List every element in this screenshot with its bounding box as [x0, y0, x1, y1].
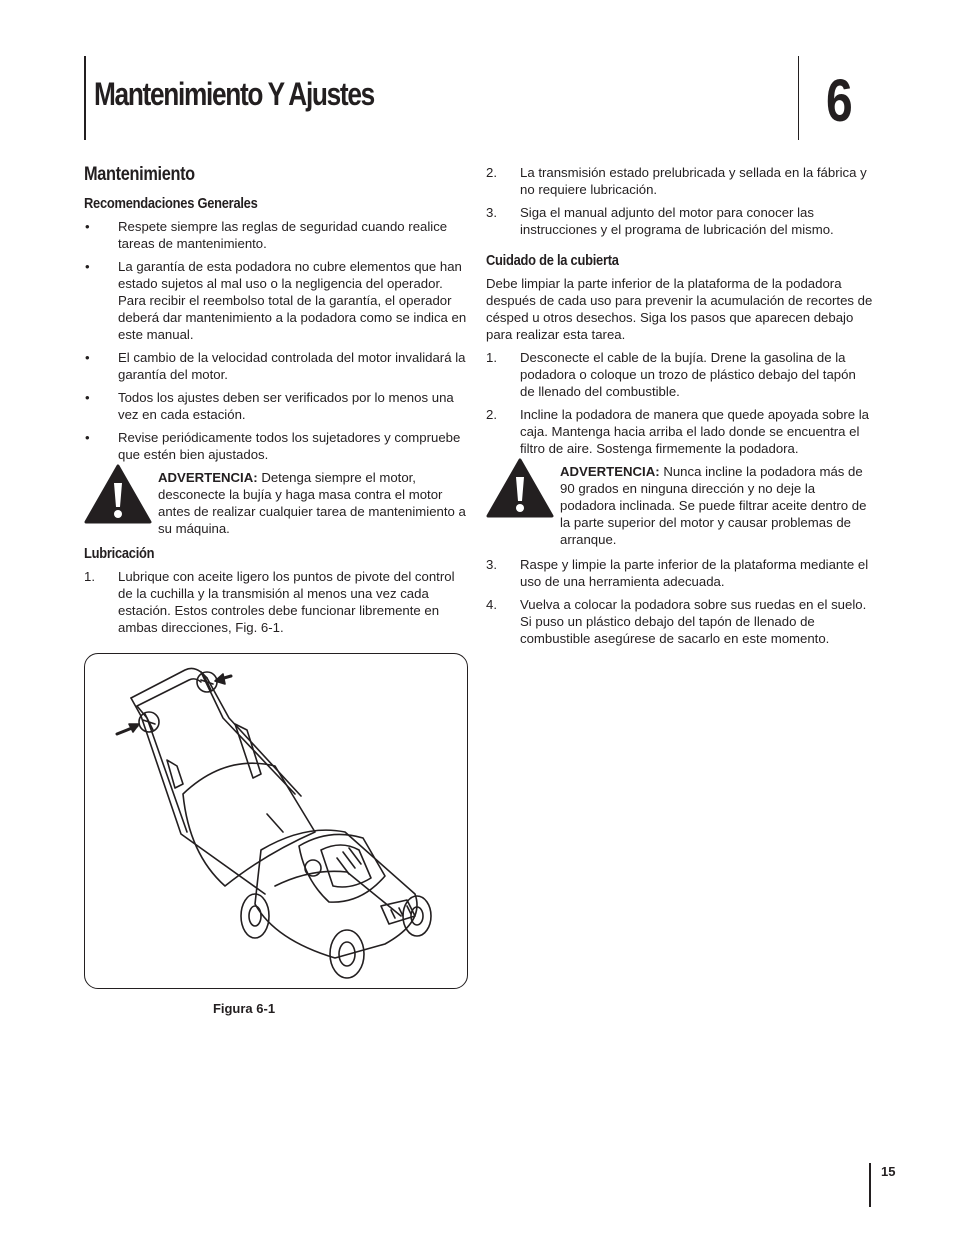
page-title: Mantenimiento Y Ajustes: [94, 76, 374, 112]
list-item: • Todos los ajustes deben ser verificados por lo menos una vez en cada estación.: [85, 390, 454, 422]
deck-care-list-a: [486, 349, 874, 457]
deck-care-list-b: [486, 556, 874, 647]
footer-rule: [869, 1163, 871, 1207]
list-item: 3. Siga el manual adjunto del motor para conocer las instrucciones y el programa de lubricación del mismo.: [486, 205, 834, 237]
section-title: Mantenimiento: [84, 164, 195, 185]
lawn-mower-illustration: [85, 654, 467, 988]
figure-6-1: [84, 653, 468, 989]
header-left-rule: [84, 56, 86, 140]
warning-triangle-icon: [84, 463, 152, 525]
bullet-marker: •: [85, 259, 90, 274]
general-heading: Recomendaciones Generales: [84, 195, 258, 212]
list-item: 3. Raspe y limpie la parte inferior de la plataforma mediante el uso de una herramienta adecuada.: [486, 557, 869, 589]
list-item: • Respete siempre las reglas de seguridad cuando realice tareas de mantenimiento.: [85, 219, 448, 251]
bullet-marker: •: [85, 350, 90, 365]
general-bullets: [84, 218, 470, 463]
left-column: [84, 166, 470, 642]
bullet-marker: •: [85, 390, 90, 405]
warning-triangle-icon: [486, 457, 554, 519]
bullet-marker: •: [85, 219, 90, 234]
list-item: 2. La transmisión estado prelubricada y sellada en la fábrica y no requiere lubricación.: [486, 165, 867, 197]
chapter-number: 6: [826, 67, 853, 134]
list-item: 4. Vuelva a colocar la podadora sobre sus ruedas en el suelo. Si puso un plástico debajo del tapón de llenado de combustible asegúrese de sacarlo en este momento.: [486, 597, 867, 646]
lubrication-list: [84, 568, 470, 636]
list-item: 1. Desconecte el cable de la bujía. Drene la gasolina de la podadora o coloque un trozo de plástico debajo del tapón de llenado del combustible.: [486, 350, 856, 399]
list-item: • El cambio de la velocidad controlada del motor invalidará la garantía del motor.: [85, 350, 466, 382]
lubrication-list-continued: [486, 164, 874, 238]
right-column: [486, 164, 874, 653]
deck-care-heading: Cuidado de la cubierta: [486, 252, 619, 269]
warning-text: ADVERTENCIA: Detenga siempre el motor, desconecte la bujía y haga masa contra el motor antes de realizar cualquier tarea de mantenimiento a su máquina.: [158, 470, 466, 536]
warning-box: [84, 469, 470, 537]
list-item: • La garantía de esta podadora no cubre elementos que han estado sujetos al mal uso o la negligencia del operador. Para recibir el reembolso total de la garantía, el operador deberá dar mantenimiento a la podadora como se indica en este manual.: [85, 259, 467, 342]
warning-box: [486, 463, 874, 548]
warning-text: ADVERTENCIA: Nunca incline la podadora más de 90 grados en ninguna dirección y no deje la podadora inclinada. Se puede filtrar aceite dentro de la parte superior del motor y causar problemas de arranque.: [560, 464, 867, 547]
bullet-marker: •: [85, 430, 90, 445]
lubrication-heading: Lubricación: [84, 545, 155, 562]
figure-caption: Figura 6-1: [212, 1001, 276, 1016]
deck-care-intro: Debe limpiar la parte inferior de la plataforma de la podadora después de cada uso para prevenir la acumulación de recortes de césped u otros desechos. Siga los pasos que aparecen debajo para realizar esta tarea.: [486, 276, 873, 342]
header-right-rule: [798, 56, 799, 140]
list-item: • Revise periódicamente todos los sujetadores y compruebe que estén bien ajustados.: [85, 430, 461, 462]
page-number: 15: [881, 1164, 896, 1179]
list-item: 2. Incline la podadora de manera que quede apoyada sobre la caja. Mantenga hacia arriba el lado donde se encuentra el filtro de aire. Sostenga firmemente la podadora.: [486, 407, 869, 456]
list-item: 1. Lubrique con aceite ligero los puntos de pivote del control de la cuchilla y la transmisión al menos una vez cada estación. Estos controles debe funcionar libremente en ambas direcciones, Fig. 6-1.: [84, 569, 455, 635]
